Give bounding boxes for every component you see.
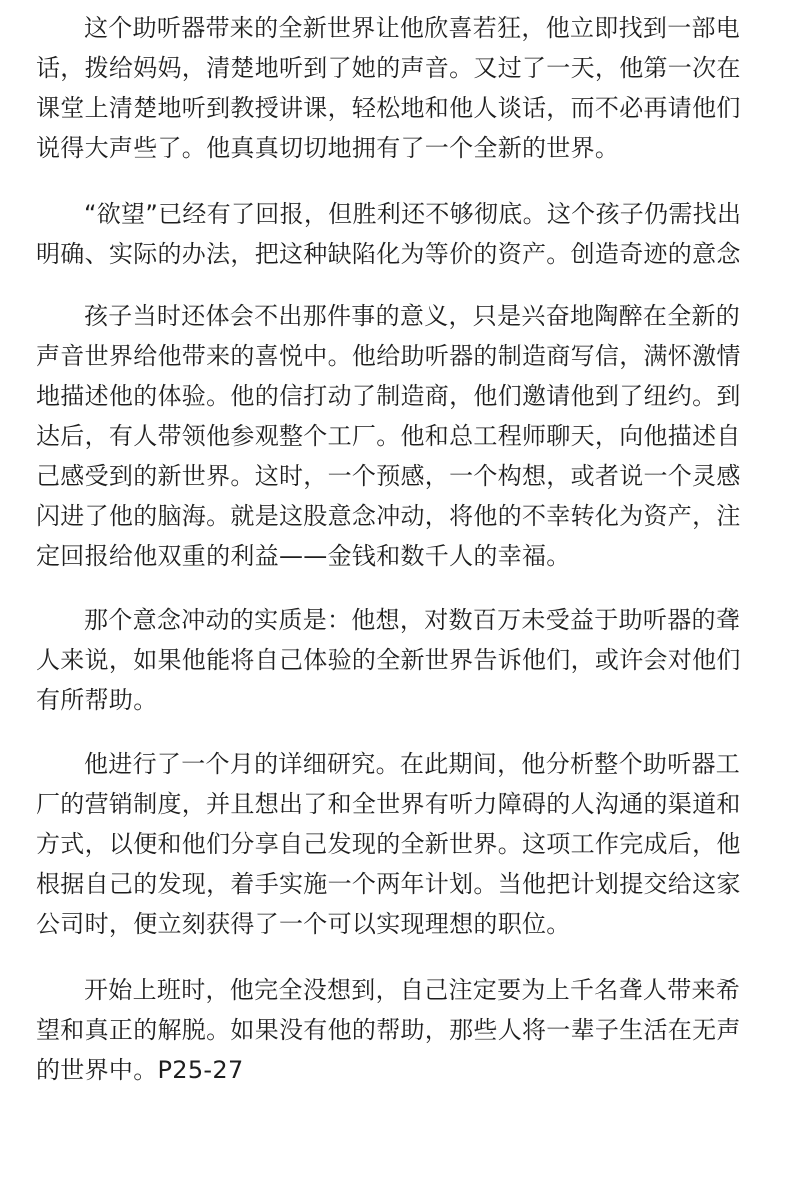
paragraph-1: 这个助听器带来的全新世界让他欣喜若狂，他立即找到一部电话，拨给妈妈，清楚地听到了她的声音。又过了一天，他第一次在课堂上清楚地听到教授讲课，轻松地和他人谈话，而不必再请他们说得大声些了。他真真切切地拥有了一个全新的世界。: [36, 14, 741, 162]
paragraph-2: “欲望”已经有了回报，但胜利还不够彻底。这个孩子仍需找出明确、实际的办法，把这种缺陷化为等价的资产。创造奇迹的意念: [36, 200, 742, 268]
paragraph-3: 孩子当时还体会不出那件事的意义，只是兴奋地陶醉在全新的声音世界给他带来的喜悦中。他给助听器的制造商写信，满怀激情地描述他的体验。他的信打动了制造商，他们邀请他到了纽约。到达后，有人带领他参观整个工厂。他和总工程师聊天，向他描述自己感受到的新世界。这时，一个预感，一个构想，或者说一个灵感闪进了他的脑海。就是这股意念冲动，将他的不幸转化为资产，注定回报给他双重的利益——金钱和数千人的幸福。: [36, 302, 741, 570]
paragraph-4: 那个意念冲动的实质是：他想，对数百万未受益于助听器的聋人来说，如果他能将自己体验的全新世界告诉他们，或许会对他们有所帮助。: [36, 606, 741, 714]
paragraph-6: 开始上班时，他完全没想到，自己注定要为上千名聋人带来希望和真正的解脱。如果没有他的帮助，那些人将一辈子生活在无声的世界中。P25-27: [36, 976, 741, 1084]
paragraph-5: 他进行了一个月的详细研究。在此期间，他分析整个助听器工厂的营销制度，并且想出了和全世界有听力障碍的人沟通的渠道和方式，以便和他们分享自己发现的全新世界。这项工作完成后，他根据自己的发现，着手实施一个两年计划。当他把计划提交给这家公司时，便立刻获得了一个可以实现理想的职位。: [36, 750, 741, 938]
